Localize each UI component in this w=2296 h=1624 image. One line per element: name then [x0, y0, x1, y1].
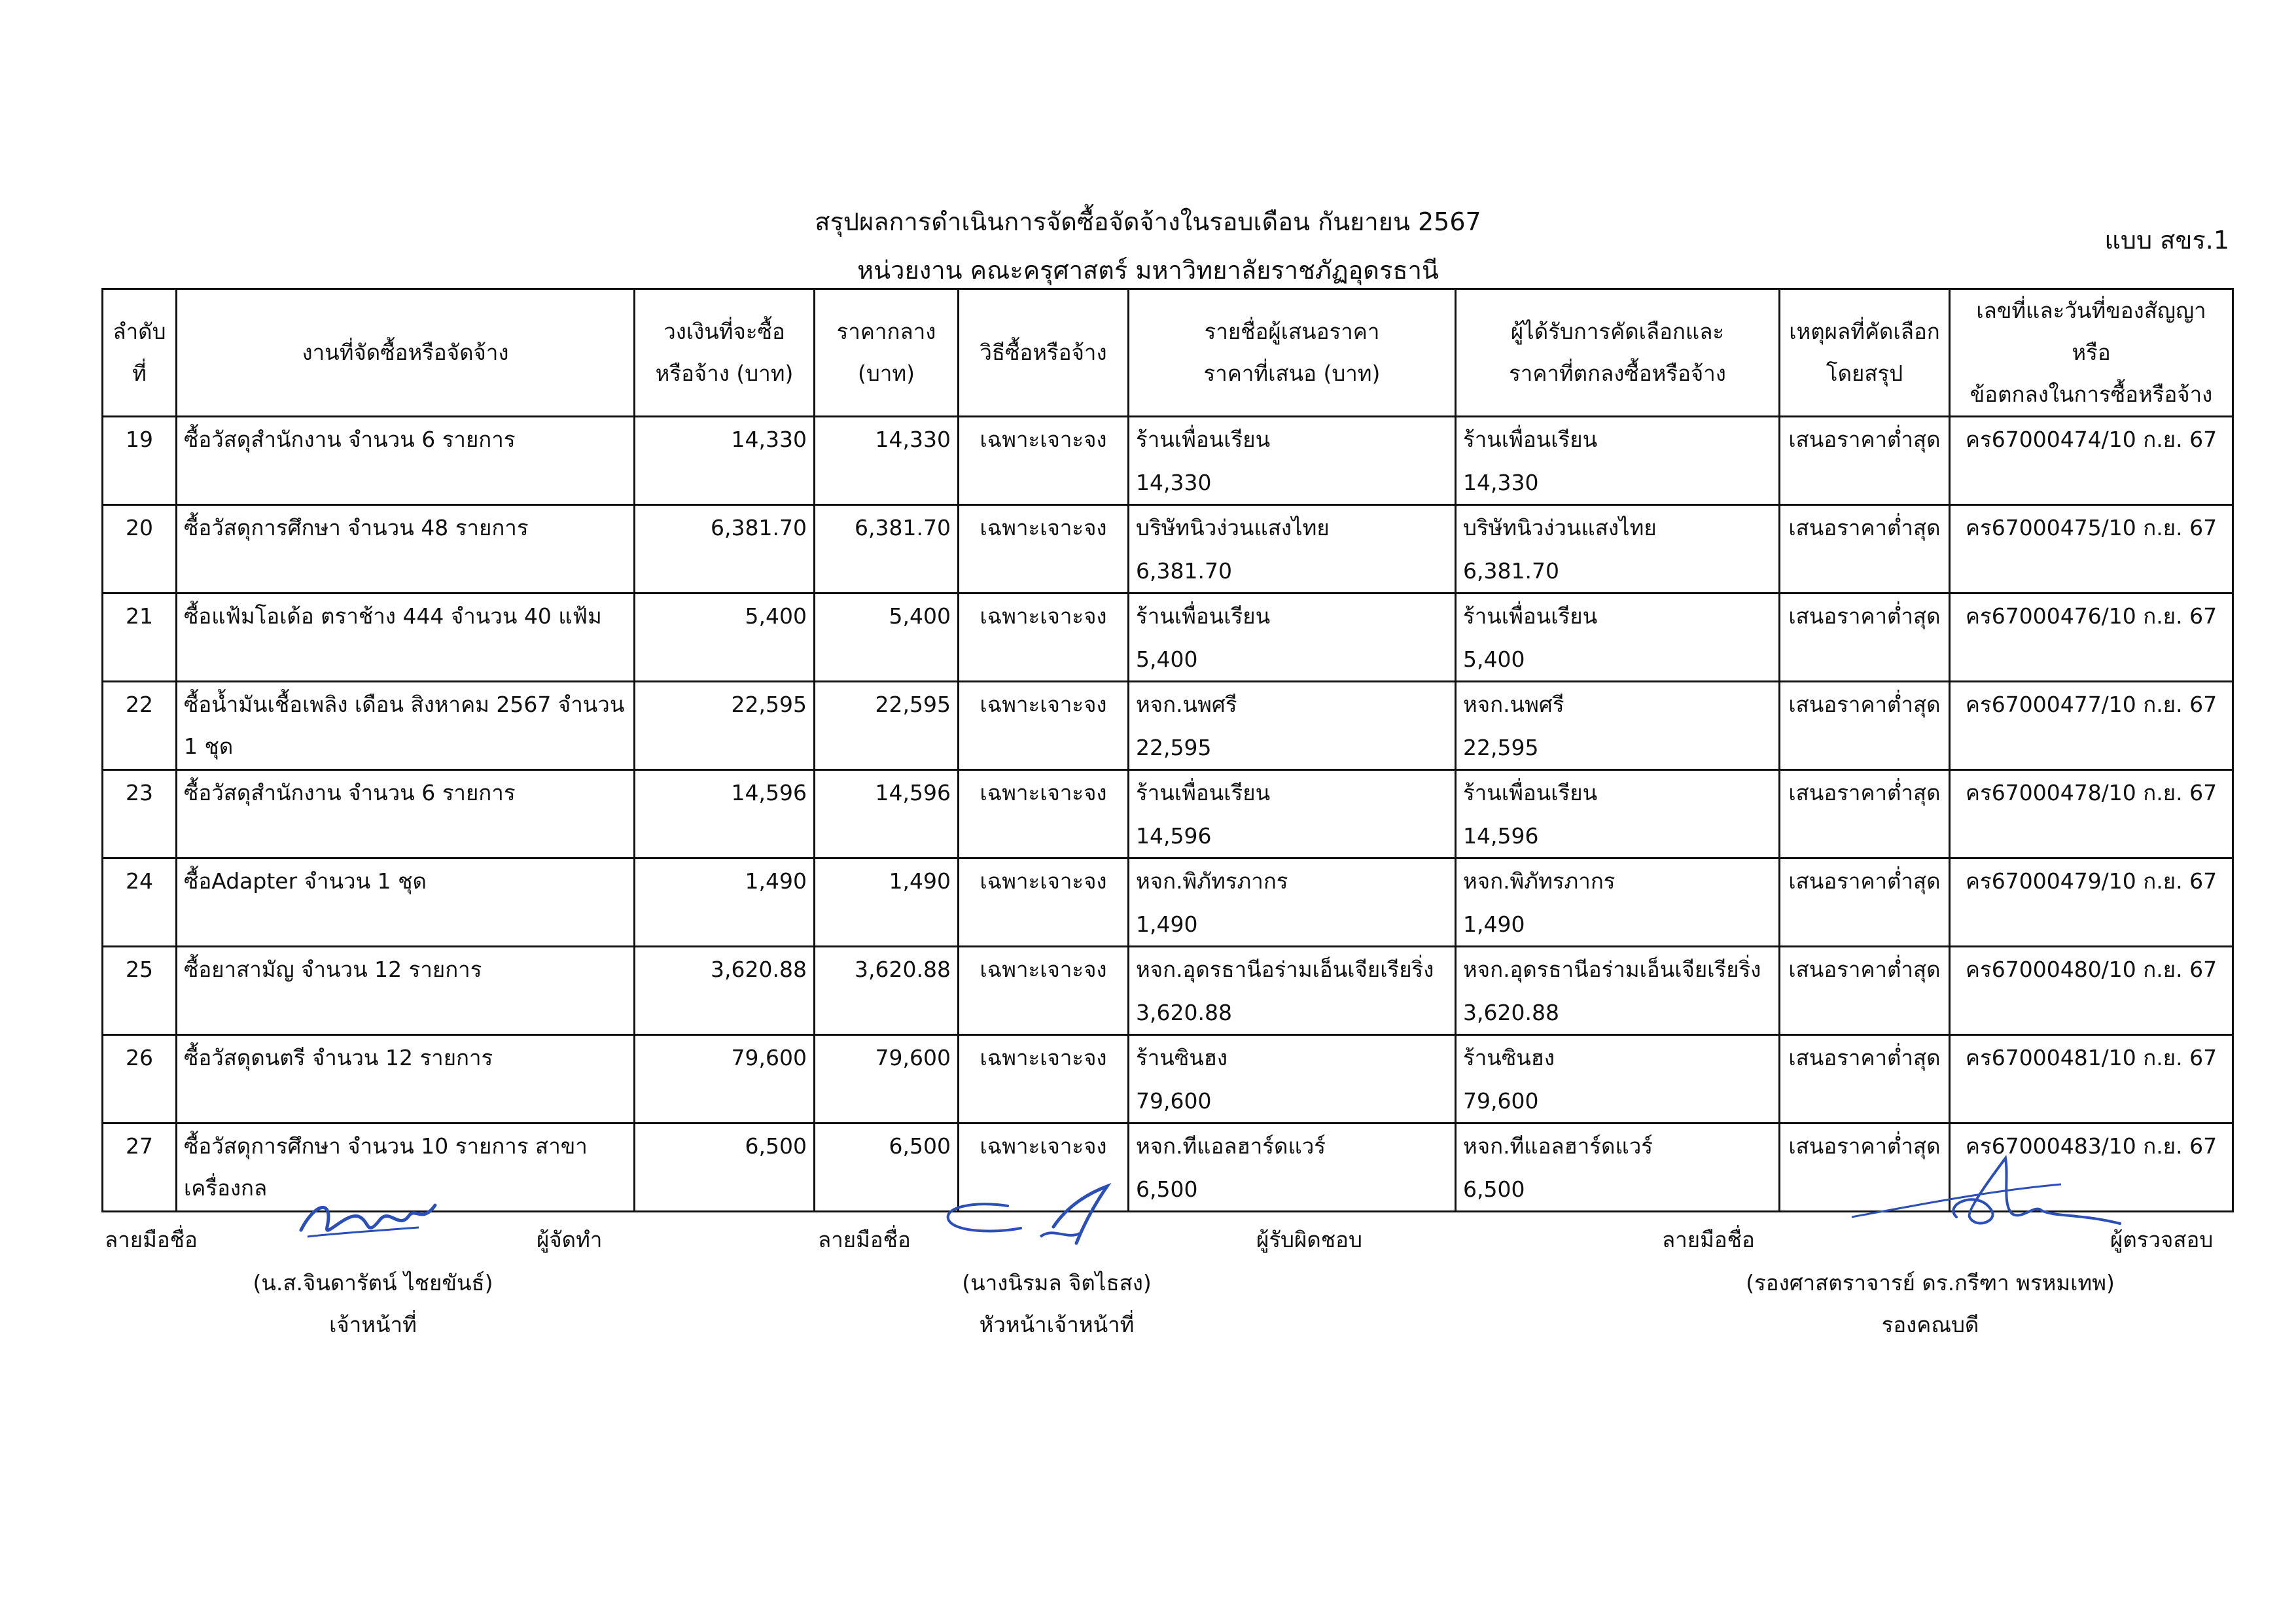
- budget-amount: [635, 1035, 815, 1123]
- budget-amount-text: 14,330: [731, 427, 807, 452]
- column-header: [1129, 289, 1456, 417]
- contract-number: [1950, 682, 2233, 770]
- procurement-item: [177, 770, 635, 858]
- winner-and-price-text: 5,400: [1463, 646, 1525, 672]
- sig2-name: (นางนิรมล จิตไธสง): [962, 1270, 1152, 1296]
- column-header-line2: ข้อตกลงในการซื้อหรือจ้าง: [1969, 381, 2213, 407]
- procurement-item-text: ซื้อวัสดุสำนักงาน จำนวน 6 รายการ: [184, 780, 516, 805]
- bidder-and-offer-text: 22,595: [1136, 735, 1212, 760]
- row-number-text: 21: [126, 603, 153, 629]
- table-row: [103, 947, 2233, 1035]
- sig1-position: เจ้าหน้าที่: [329, 1312, 417, 1337]
- document-unit: หน่วยงาน คณะครุศาสตร์ มหาวิทยาลัยราชภัฏอุดรธานี: [857, 256, 1439, 285]
- column-header: [103, 289, 177, 417]
- bidder-and-offer-text: 1,490: [1136, 911, 1198, 937]
- column-header-line1: ลำดับ: [113, 319, 166, 344]
- budget-amount: [635, 682, 815, 770]
- bidder-and-offer: [1129, 505, 1456, 593]
- procurement-item: [177, 1035, 635, 1123]
- budget-amount: [635, 858, 815, 947]
- procurement-item-text: ซื้อยาสามัญ จำนวน 12 รายการ: [184, 957, 482, 982]
- procurement-item-text: ซื้อน้ำมันเชื้อเพลิง เดือน สิงหาคม 2567 จำนวน 1 ชุด: [184, 692, 625, 759]
- bidder-and-offer-text: บริษัทนิวง่วนแสงไทย: [1136, 515, 1330, 540]
- median-price-text: 1,490: [889, 868, 951, 894]
- median-price: [815, 947, 959, 1035]
- winner-and-price: [1456, 417, 1780, 505]
- selection-reason-text: เสนอราคาต่ำสุด: [1788, 603, 1941, 629]
- median-price-text: 79,600: [875, 1045, 951, 1070]
- winner-and-price-text: 14,330: [1463, 470, 1539, 495]
- column-header-line1: งานที่จัดซื้อหรือจัดจ้าง: [302, 340, 509, 365]
- form-code: แบบ สขร.1: [2104, 226, 2229, 255]
- bidder-and-offer: [1129, 770, 1456, 858]
- contract-number-text: คร67000479/10 ก.ย. 67: [1965, 868, 2217, 894]
- procurement-method: [959, 947, 1129, 1035]
- winner-and-price-text: ร้านซินฮง: [1463, 1045, 1555, 1070]
- row-number-text: 25: [126, 957, 153, 982]
- median-price: [815, 1035, 959, 1123]
- column-header: [635, 289, 815, 417]
- selection-reason: [1780, 947, 1950, 1035]
- budget-amount: [635, 1123, 815, 1212]
- median-price-text: 14,596: [875, 780, 951, 805]
- procurement-item: [177, 505, 635, 593]
- column-header-line2: ราคาที่เสนอ (บาท): [1203, 361, 1381, 386]
- row-number: [103, 1035, 177, 1123]
- selection-reason: [1780, 858, 1950, 947]
- column-header-line1: วงเงินที่จะซื้อ: [663, 319, 785, 344]
- winner-and-price-text: 6,381.70: [1463, 558, 1559, 584]
- selection-reason-text: เสนอราคาต่ำสุด: [1788, 692, 1941, 717]
- bidder-and-offer-text: 14,596: [1136, 823, 1212, 849]
- procurement-method: [959, 593, 1129, 682]
- column-header-line2: ที่: [132, 361, 147, 386]
- procurement-method-text: เฉพาะเจาะจง: [980, 692, 1107, 717]
- winner-and-price-text: 14,596: [1463, 823, 1539, 849]
- contract-number: [1950, 947, 2233, 1035]
- selection-reason: [1780, 417, 1950, 505]
- row-number: [103, 1123, 177, 1212]
- procurement-method-text: เฉพาะเจาะจง: [980, 957, 1107, 982]
- bidder-and-offer-text: 3,620.88: [1136, 1000, 1232, 1025]
- winner-and-price-text: 79,600: [1463, 1088, 1539, 1114]
- median-price-text: 14,330: [875, 427, 951, 452]
- procurement-method: [959, 682, 1129, 770]
- table-row: [103, 1035, 2233, 1123]
- row-number: [103, 858, 177, 947]
- budget-amount-text: 1,490: [745, 868, 807, 894]
- procurement-item-text: ซื้อวัสดุการศึกษา จำนวน 10 รายการ สาขาเครื่องกล: [184, 1133, 588, 1201]
- procurement-method-text: เฉพาะเจาะจง: [980, 868, 1107, 894]
- winner-and-price: [1456, 1123, 1780, 1212]
- row-number-text: 24: [126, 868, 153, 894]
- bidder-and-offer-text: ร้านเพื่อนเรียน: [1136, 780, 1271, 805]
- procurement-item: [177, 593, 635, 682]
- selection-reason-text: เสนอราคาต่ำสุด: [1788, 780, 1941, 805]
- bidder-and-offer-text: 14,330: [1136, 470, 1212, 495]
- median-price: [815, 682, 959, 770]
- winner-and-price-text: หจก.นพศรี: [1463, 692, 1564, 717]
- row-number-text: 27: [126, 1133, 153, 1159]
- row-number: [103, 770, 177, 858]
- column-header-line2: โดยสรุป: [1826, 361, 1903, 386]
- row-number: [103, 682, 177, 770]
- budget-amount: [635, 770, 815, 858]
- bidder-and-offer: [1129, 593, 1456, 682]
- procurement-item-text: ซื้อวัสดุสำนักงาน จำนวน 6 รายการ: [184, 427, 516, 452]
- budget-amount: [635, 593, 815, 682]
- table-row: [103, 770, 2233, 858]
- procurement-item-text: ซื้อวัสดุดนตรี จำนวน 12 รายการ: [184, 1045, 493, 1070]
- bidder-and-offer-text: ร้านเพื่อนเรียน: [1136, 603, 1271, 629]
- contract-number-text: คร67000475/10 ก.ย. 67: [1965, 515, 2217, 540]
- winner-and-price-text: ร้านเพื่อนเรียน: [1463, 427, 1598, 452]
- procurement-method: [959, 417, 1129, 505]
- budget-amount-text: 6,381.70: [711, 515, 807, 540]
- median-price: [815, 417, 959, 505]
- bidder-and-offer-text: หจก.อุดรธานีอร่ามเอ็นเจียเรียริ่ง: [1136, 957, 1434, 982]
- winner-and-price-text: 22,595: [1463, 735, 1539, 760]
- winner-and-price: [1456, 1035, 1780, 1123]
- median-price: [815, 593, 959, 682]
- contract-number-text: คร67000478/10 ก.ย. 67: [1965, 780, 2217, 805]
- contract-number: [1950, 858, 2233, 947]
- sig2-label: ลายมือชื่อ: [818, 1227, 911, 1252]
- procurement-item-text: ซื้อAdapter จำนวน 1 ชุด: [184, 868, 427, 894]
- winner-and-price: [1456, 770, 1780, 858]
- column-header-line1: วิธีซื้อหรือจ้าง: [980, 340, 1107, 365]
- bidder-and-offer: [1129, 947, 1456, 1035]
- column-header: [1950, 289, 2233, 417]
- winner-and-price-text: 6,500: [1463, 1176, 1525, 1202]
- contract-number-text: คร67000474/10 ก.ย. 67: [1965, 427, 2217, 452]
- median-price-text: 6,381.70: [855, 515, 951, 540]
- column-header-line2: ราคาที่ตกลงซื้อหรือจ้าง: [1509, 361, 1726, 386]
- procurement-method: [959, 858, 1129, 947]
- sig2-role: ผู้รับผิดชอบ: [1256, 1227, 1362, 1252]
- winner-and-price-text: ร้านเพื่อนเรียน: [1463, 780, 1598, 805]
- bidder-and-offer: [1129, 1123, 1456, 1212]
- bidder-and-offer-text: 6,381.70: [1136, 558, 1232, 584]
- row-number-text: 19: [126, 427, 153, 452]
- column-header: [177, 289, 635, 417]
- budget-amount-text: 3,620.88: [711, 957, 807, 982]
- selection-reason-text: เสนอราคาต่ำสุด: [1788, 1045, 1941, 1070]
- contract-number-text: คร67000477/10 ก.ย. 67: [1965, 692, 2217, 717]
- bidder-and-offer-text: หจก.ทีแอลฮาร์ดแวร์: [1136, 1133, 1326, 1159]
- selection-reason-text: เสนอราคาต่ำสุด: [1788, 957, 1941, 982]
- budget-amount-text: 5,400: [745, 603, 807, 629]
- column-header-line1: ผู้ได้รับการคัดเลือกและ: [1510, 319, 1725, 344]
- procurement-method-text: เฉพาะเจาะจง: [980, 1133, 1107, 1159]
- row-number-text: 26: [126, 1045, 153, 1070]
- bidder-and-offer: [1129, 858, 1456, 947]
- budget-amount-text: 79,600: [731, 1045, 807, 1070]
- median-price: [815, 505, 959, 593]
- contract-number-text: คร67000481/10 ก.ย. 67: [1965, 1045, 2217, 1070]
- winner-and-price-text: ร้านเพื่อนเรียน: [1463, 603, 1598, 629]
- sig3-label: ลายมือชื่อ: [1662, 1227, 1755, 1252]
- median-price: [815, 858, 959, 947]
- selection-reason-text: เสนอราคาต่ำสุด: [1788, 868, 1941, 894]
- contract-number-text: คร67000483/10 ก.ย. 67: [1965, 1133, 2217, 1159]
- column-header-line2: (บาท): [858, 361, 915, 386]
- column-header-line1: ราคากลาง: [836, 319, 936, 344]
- row-number: [103, 417, 177, 505]
- row-number-text: 22: [126, 692, 153, 717]
- procurement-method-text: เฉพาะเจาะจง: [980, 515, 1107, 540]
- budget-amount: [635, 417, 815, 505]
- bidder-and-offer: [1129, 682, 1456, 770]
- row-number: [103, 505, 177, 593]
- contract-number: [1950, 593, 2233, 682]
- selection-reason-text: เสนอราคาต่ำสุด: [1788, 515, 1941, 540]
- procurement-item-text: ซื้อวัสดุการศึกษา จำนวน 48 รายการ: [184, 515, 529, 540]
- contract-number-text: คร67000476/10 ก.ย. 67: [1965, 603, 2217, 629]
- sig3-role: ผู้ตรวจสอบ: [2110, 1227, 2214, 1252]
- sig1-label: ลายมือชื่อ: [105, 1227, 198, 1252]
- winner-and-price: [1456, 947, 1780, 1035]
- table-row: [103, 858, 2233, 947]
- contract-number: [1950, 1035, 2233, 1123]
- row-number: [103, 947, 177, 1035]
- median-price-text: 3,620.88: [855, 957, 951, 982]
- winner-and-price-text: หจก.พิภัทรภากร: [1463, 868, 1616, 894]
- column-header: [1456, 289, 1780, 417]
- column-header: [815, 289, 959, 417]
- procurement-item: [177, 947, 635, 1035]
- winner-and-price-text: 3,620.88: [1463, 1000, 1559, 1025]
- column-header-line1: เลขที่และวันที่ของสัญญาหรือ: [1976, 298, 2206, 365]
- procurement-item: [177, 858, 635, 947]
- signature-1-handwriting: [288, 1191, 445, 1250]
- procurement-table: [101, 288, 2234, 1212]
- column-header: [959, 289, 1129, 417]
- procurement-item-text: ซื้อแฟ้มโอเด้อ ตราช้าง 444 จำนวน 40 แฟ้ม: [184, 603, 602, 629]
- winner-and-price: [1456, 682, 1780, 770]
- table-header-row: [103, 289, 2233, 417]
- median-price-text: 6,500: [889, 1133, 951, 1159]
- median-price: [815, 770, 959, 858]
- budget-amount-text: 6,500: [745, 1133, 807, 1159]
- winner-and-price-text: บริษัทนิวง่วนแสงไทย: [1463, 515, 1657, 540]
- procurement-method-text: เฉพาะเจาะจง: [980, 780, 1107, 805]
- sig1-role: ผู้จัดทำ: [537, 1227, 603, 1252]
- contract-number: [1950, 417, 2233, 505]
- bidder-and-offer-text: หจก.นพศรี: [1136, 692, 1237, 717]
- selection-reason: [1780, 682, 1950, 770]
- document-title: สรุปผลการดำเนินการจัดซื้อจัดจ้างในรอบเดือน กันยายน 2567: [815, 207, 1481, 236]
- selection-reason: [1780, 505, 1950, 593]
- table-row: [103, 417, 2233, 505]
- winner-and-price: [1456, 858, 1780, 947]
- procurement-method: [959, 505, 1129, 593]
- bidder-and-offer-text: 6,500: [1136, 1176, 1198, 1202]
- procurement-method: [959, 770, 1129, 858]
- bidder-and-offer-text: 79,600: [1136, 1088, 1212, 1114]
- column-header: [1780, 289, 1950, 417]
- row-number: [103, 593, 177, 682]
- table-body: [103, 417, 2233, 1212]
- column-header-line1: เหตุผลที่คัดเลือก: [1789, 319, 1940, 344]
- bidder-and-offer-text: 5,400: [1136, 646, 1198, 672]
- signature-2-handwriting: [936, 1181, 1119, 1253]
- table-row: [103, 505, 2233, 593]
- bidder-and-offer: [1129, 417, 1456, 505]
- sig3-name: (รองศาสตราจารย์ ดร.กรีฑา พรหมเทพ): [1746, 1270, 2115, 1296]
- winner-and-price: [1456, 505, 1780, 593]
- selection-reason: [1780, 770, 1950, 858]
- winner-and-price-text: หจก.อุดรธานีอร่ามเอ็นเจียเรียริ่ง: [1463, 957, 1761, 982]
- bidder-and-offer-text: ร้านซินฮง: [1136, 1045, 1228, 1070]
- row-number-text: 23: [126, 780, 153, 805]
- procurement-method-text: เฉพาะเจาะจง: [980, 603, 1107, 629]
- selection-reason: [1780, 1035, 1950, 1123]
- procurement-method: [959, 1035, 1129, 1123]
- sig3-position: รองคณบดี: [1881, 1312, 1979, 1337]
- bidder-and-offer-text: หจก.พิภัทรภากร: [1136, 868, 1288, 894]
- procurement-item: [177, 682, 635, 770]
- row-number-text: 20: [126, 515, 153, 540]
- column-header-line2: หรือจ้าง (บาท): [655, 361, 794, 386]
- procurement-method-text: เฉพาะเจาะจง: [980, 427, 1107, 452]
- contract-number: [1950, 770, 2233, 858]
- budget-amount-text: 14,596: [731, 780, 807, 805]
- winner-and-price: [1456, 593, 1780, 682]
- winner-and-price-text: 1,490: [1463, 911, 1525, 937]
- budget-amount: [635, 947, 815, 1035]
- budget-amount: [635, 505, 815, 593]
- procurement-item: [177, 417, 635, 505]
- selection-reason-text: เสนอราคาต่ำสุด: [1788, 427, 1941, 452]
- sig1-name: (น.ส.จินดารัตน์ ไชยขันธ์): [253, 1270, 493, 1296]
- budget-amount-text: 22,595: [731, 692, 807, 717]
- contract-number-text: คร67000480/10 ก.ย. 67: [1965, 957, 2217, 982]
- winner-and-price-text: หจก.ทีแอลฮาร์ดแวร์: [1463, 1133, 1653, 1159]
- median-price-text: 5,400: [889, 603, 951, 629]
- table-row: [103, 682, 2233, 770]
- signature-3-handwriting: [1845, 1152, 2133, 1243]
- selection-reason-text: เสนอราคาต่ำสุด: [1788, 1133, 1941, 1159]
- median-price-text: 22,595: [875, 692, 951, 717]
- column-header-line1: รายชื่อผู้เสนอราคา: [1204, 319, 1380, 344]
- selection-reason: [1780, 593, 1950, 682]
- table-row: [103, 593, 2233, 682]
- bidder-and-offer-text: ร้านเพื่อนเรียน: [1136, 427, 1271, 452]
- bidder-and-offer: [1129, 1035, 1456, 1123]
- sig2-position: หัวหน้าเจ้าหน้าที่: [979, 1312, 1135, 1337]
- contract-number: [1950, 505, 2233, 593]
- procurement-method-text: เฉพาะเจาะจง: [980, 1045, 1107, 1070]
